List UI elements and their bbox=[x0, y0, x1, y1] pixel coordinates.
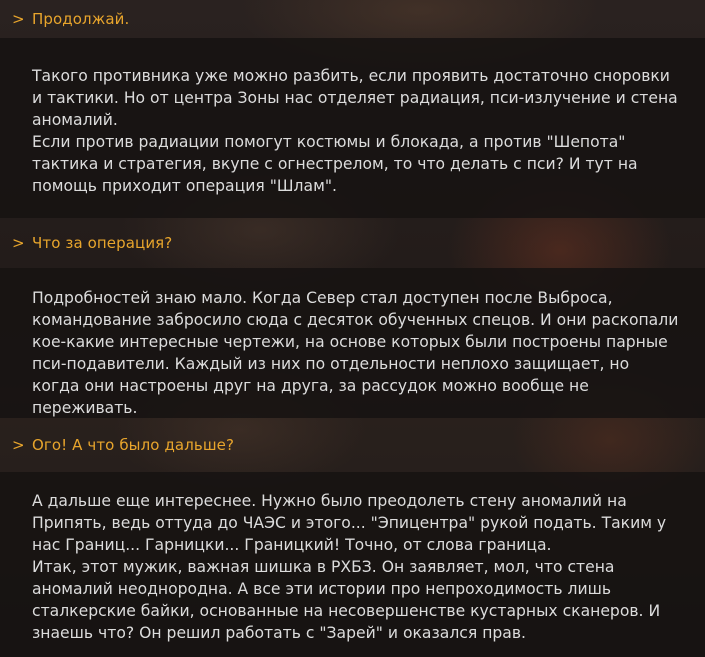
option-marker: > bbox=[12, 436, 25, 454]
option-label: Что за операция? bbox=[32, 234, 173, 252]
reply-paragraph: Если против радиации помогут костюмы и блокада, а против "Шепота" тактика и стратегия, вкупе с огнестрелом, то что делать с пси? И тут на помощь приходит операция "Шлам". bbox=[32, 133, 638, 195]
option-label: Ого! А что было дальше? bbox=[32, 436, 235, 454]
npc-reply bbox=[0, 472, 705, 657]
reply-paragraph: Подробностей знаю мало. Когда Север стал доступен после Выброса, командование забросило сюда с десяток обученных спецов. И они раскопали кое-какие интересные чертежи, на основе которых были построены парные пси-подавители. Каждый из них по отдельности неплохо защищает, но когда они настроены друг на друга, за рассудок можно вообще не переживать. bbox=[32, 289, 679, 417]
option-label: Продолжай. bbox=[32, 10, 130, 28]
npc-reply bbox=[0, 38, 705, 218]
reply-paragraph: Такого противника уже можно разбить, если проявить достаточно сноровки и тактики. Но от центра Зоны нас отделяет радиация, пси-излучение и стена аномалий. bbox=[32, 67, 678, 129]
dialogue-option-operation[interactable] bbox=[0, 225, 705, 261]
reply-paragraph: А дальше еще интереснее. Нужно было преодолеть стену аномалий на Припять, ведь оттуда до ЧАЭС и этого... "Эпицентра" рукой подать. Таким у нас Границ... Гарницки... Границкий! Точно, от слова граница. bbox=[32, 492, 667, 554]
option-marker: > bbox=[12, 10, 25, 28]
npc-reply bbox=[0, 268, 705, 418]
option-marker: > bbox=[12, 234, 25, 252]
dialogue-option-continue[interactable] bbox=[0, 0, 705, 38]
reply-paragraph: Итак, этот мужик, важная шишка в РХБЗ. Он заявляет, мол, что стена аномалий неоднородна. А все эти истории про непроходимость лишь сталкерские байки, основанные на несовершенстве кустарных сканеров. И знаешь что? Он решил работать с "Зарей" и оказался прав. bbox=[32, 558, 661, 642]
dialogue-option-what-next[interactable] bbox=[0, 426, 705, 464]
